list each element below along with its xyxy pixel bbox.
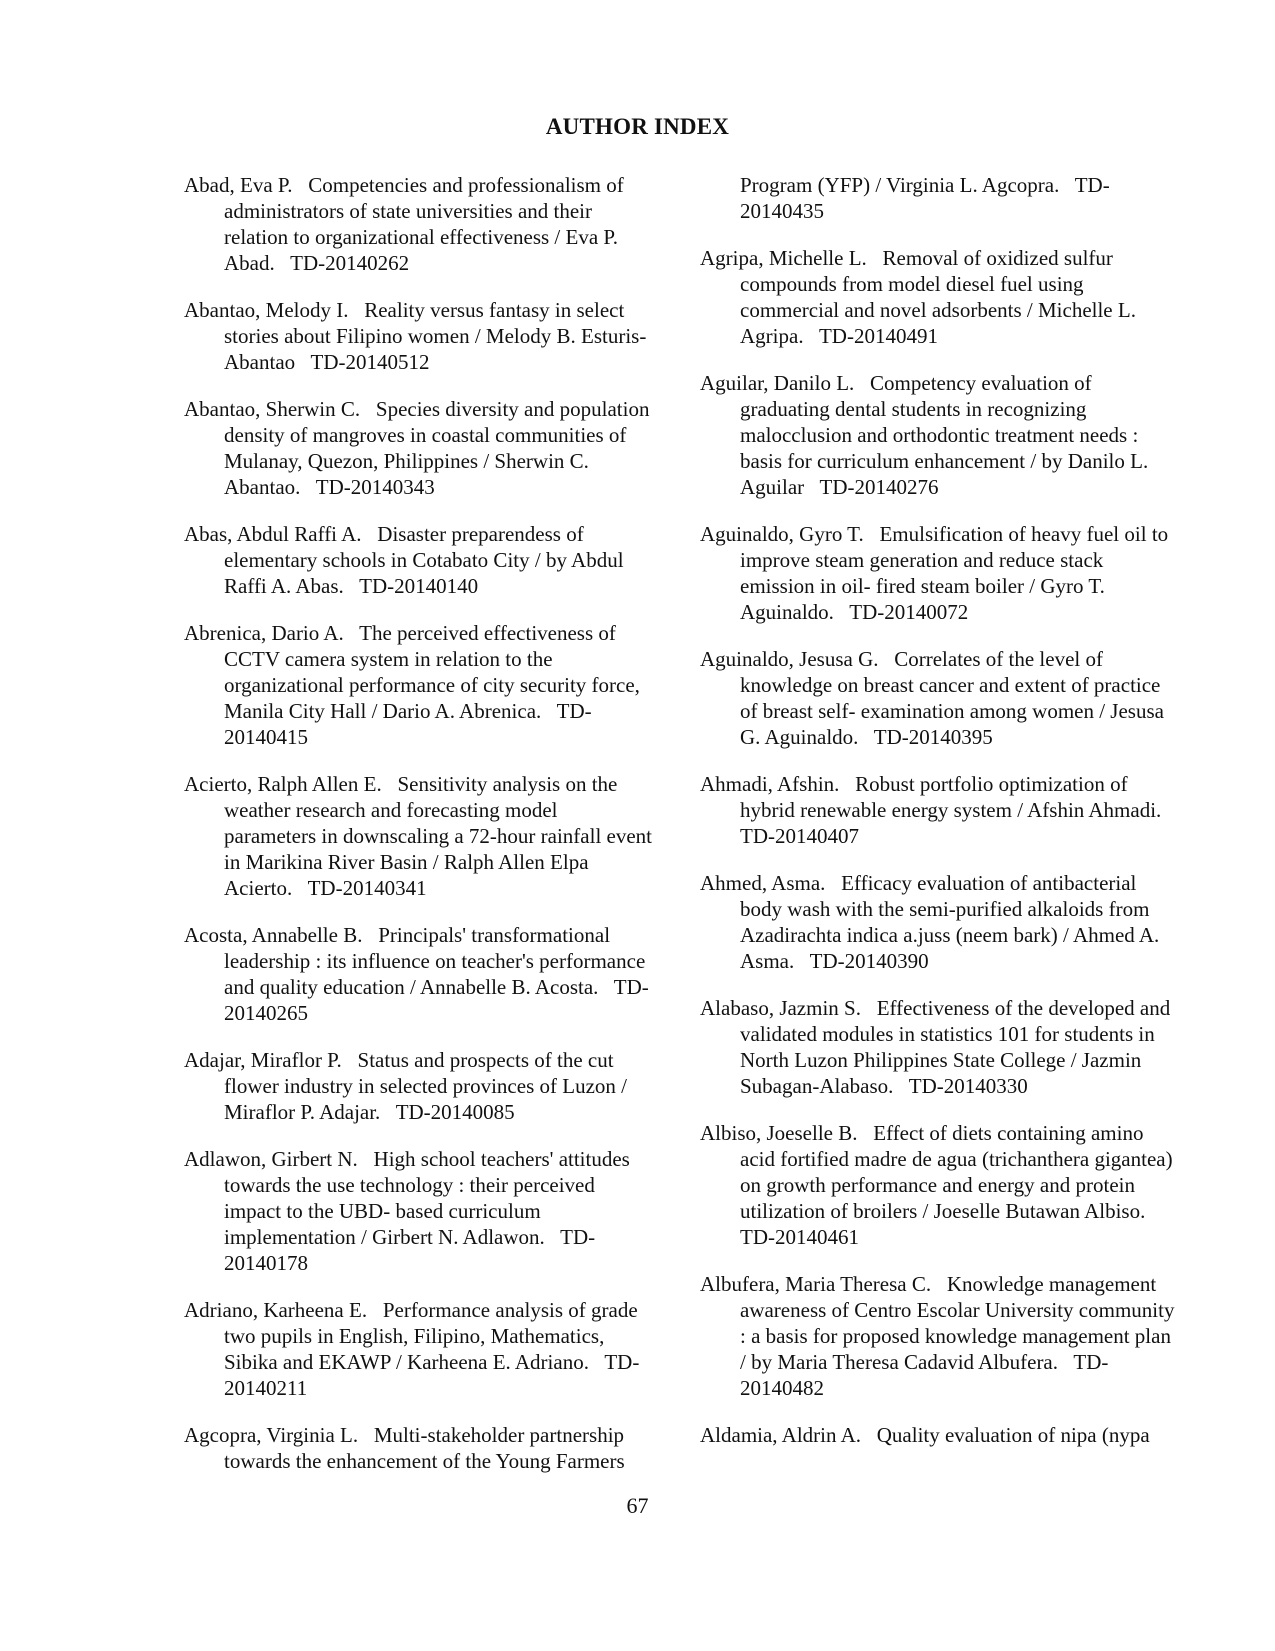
entry-title: Competencies and professionalism of administrators of state universities and their relation to organizational effectiveness / Eva P. Abad. [224,173,624,275]
entry-title: Robust portfolio optimization of hybrid renewable energy system / Afshin Ahmadi. [740,772,1162,822]
entry-id: TD-20140262 [290,251,410,275]
entry-title: Reality versus fantasy in select stories about Filipino women / Melody B. Esturis-Abantao [224,298,647,374]
entry-author: Abad, Eva P. [184,173,293,197]
entry-title: Status and prospects of the cut flower industry in selected provinces of Luzon / Miraflor P. Adajar. [224,1048,627,1124]
entry-id: TD-20140211 [224,1350,640,1400]
index-entry [184,396,654,500]
index-entry [700,245,1180,349]
entry-author: Agripa, Michelle L. [700,246,867,270]
entry-author: Adriano, Karheena E. [184,1298,368,1322]
entry-title: Species diversity and population density of mangroves in coastal communities of Mulanay, Quezon, Philippines / Sherwin C. Abantao. [224,397,650,499]
entry-title: Competency evaluation of graduating dental students in recognizing malocclusion and orthodontic treatment needs : basis for curriculum enhancement / by Danilo L. Aguilar [740,371,1149,499]
entry-title: Correlates of the level of knowledge on breast cancer and extent of practice of breast self- examination among women / Jesusa G. Aguinaldo. [740,647,1164,749]
index-entry [700,370,1180,500]
entry-id: TD-20140415 [224,699,592,749]
index-entry [700,771,1180,849]
entry-title: Efficacy evaluation of antibacterial body wash with the semi-purified alkaloids from Azadirachta indica a.juss (neem bark) / Ahmed A. Asma. [740,871,1160,973]
entry-title: Multi-stakeholder partnership towards the enhancement of the Young Farmers [224,1423,625,1473]
entry-author: Agcopra, Virginia L. [184,1423,359,1447]
index-entry [700,646,1180,750]
entry-author: Adajar, Miraflor P. [184,1048,342,1072]
entry-id: TD-20140407 [740,824,859,848]
page-number: 67 [626,1493,649,1518]
entry-title: Quality evaluation of nipa (nypa [876,1423,1150,1447]
entry-title: Program (YFP) / Virginia L. Agcopra. [740,173,1060,197]
entry-author: Albufera, Maria Theresa C. [700,1272,932,1296]
entry-author: Ahmed, Asma. [700,871,826,895]
entry-id: TD-20140482 [740,1350,1109,1400]
entry-id: TD-20140390 [809,949,929,973]
entry-id: TD-20140072 [849,600,969,624]
index-entry [700,870,1180,974]
entry-author: Adlawon, Girbert N. [184,1147,358,1171]
index-entry [184,771,654,901]
entry-id: TD-20140343 [315,475,435,499]
entry-title: Principals' transformational leadership : its influence on teacher's performance and quality education / Annabelle B. Acosta. [224,923,646,999]
entry-title: Effect of diets containing amino acid fortified madre de agua (trichanthera gigantea) on growth performance and energy and protein utilization of broilers / Joeselle Butawan Albiso. [740,1121,1173,1223]
entry-author: Acierto, Ralph Allen E. [184,772,382,796]
index-entry [184,922,654,1026]
entry-author: Acosta, Annabelle B. [184,923,363,947]
entry-author: Abantao, Sherwin C. [184,397,361,421]
index-entry [184,1146,654,1276]
entry-title: Sensitivity analysis on the weather research and forecasting model parameters in downscaling a 72-hour rainfall event in Marikina River Basin / Ralph Allen Elpa Acierto. [224,772,653,900]
right-column [700,172,1180,1448]
entry-id: TD-20140276 [819,475,939,499]
entry-id: TD-20140178 [224,1225,596,1275]
entry-author: Aguinaldo, Gyro T. [700,522,864,546]
entry-id: TD-20140491 [818,324,938,348]
entry-author: Ahmadi, Afshin. [700,772,840,796]
entry-id: TD-20140341 [307,876,427,900]
index-entry [184,521,654,599]
entry-author: Aguilar, Danilo L. [700,371,855,395]
entry-title: High school teachers' attitudes towards the use technology : their perceived impact to the UBD- based curriculum implementation / Girbert N. Adlawon. [224,1147,630,1249]
entry-title: Performance analysis of grade two pupils in English, Filipino, Mathematics, Sibika and EKAWP / Karheena E. Adriano. [224,1298,638,1374]
index-entry [184,620,654,750]
entry-id: TD-20140512 [310,350,430,374]
entry-title: Emulsification of heavy fuel oil to improve steam generation and reduce stack emission in oil- fired steam boiler / Gyro T. Aguinaldo. [740,522,1169,624]
entry-title: Knowledge management awareness of Centro Escolar University community : a basis for proposed knowledge management plan / by Maria Theresa Cadavid Albufera. [740,1272,1175,1374]
index-entry [700,1422,1180,1448]
entry-author: Albiso, Joeselle B. [700,1121,858,1145]
index-entry [184,297,654,375]
entry-id: TD-20140461 [740,1225,859,1249]
entry-author: Abrenica, Dario A. [184,621,344,645]
index-entry [700,1120,1180,1250]
left-column [184,172,654,1474]
entry-title: Effectiveness of the developed and validated modules in statistics 101 for students in North Luzon Philippines State College / Jazmin Subagan-Alabaso. [740,996,1171,1098]
index-entry [184,1422,654,1474]
index-entry [700,1271,1180,1401]
entry-title: Removal of oxidized sulfur compounds from model diesel fuel using commercial and novel adsorbents / Michelle L. Agripa. [740,246,1136,348]
entry-id: TD-20140395 [873,725,993,749]
entry-author: Abantao, Melody I. [184,298,349,322]
entry-id: TD-20140265 [224,975,649,1025]
index-entry [184,172,654,276]
entry-author: Aldamia, Aldrin A. [700,1423,861,1447]
index-entry [184,1297,654,1401]
entry-id: TD-20140085 [395,1100,515,1124]
entry-title: The perceived effectiveness of CCTV camera system in relation to the organizational performance of city security force, Manila City Hall / Dario A. Abrenica. [224,621,640,723]
entry-id: TD-20140330 [908,1074,1028,1098]
entry-title: Disaster preparendess of elementary schools in Cotabato City / by Abdul Raffi A. Abas. [224,522,624,598]
entry-author: Aguinaldo, Jesusa G. [700,647,879,671]
index-entry [700,172,1180,224]
entry-id: TD-20140435 [740,173,1110,223]
index-entry [700,995,1180,1099]
entry-id: TD-20140140 [359,574,479,598]
index-entry [700,521,1180,625]
index-entry [184,1047,654,1125]
entry-author: Alabaso, Jazmin S. [700,996,861,1020]
page-title: AUTHOR INDEX [545,114,730,139]
entry-author: Abas, Abdul Raffi A. [184,522,362,546]
